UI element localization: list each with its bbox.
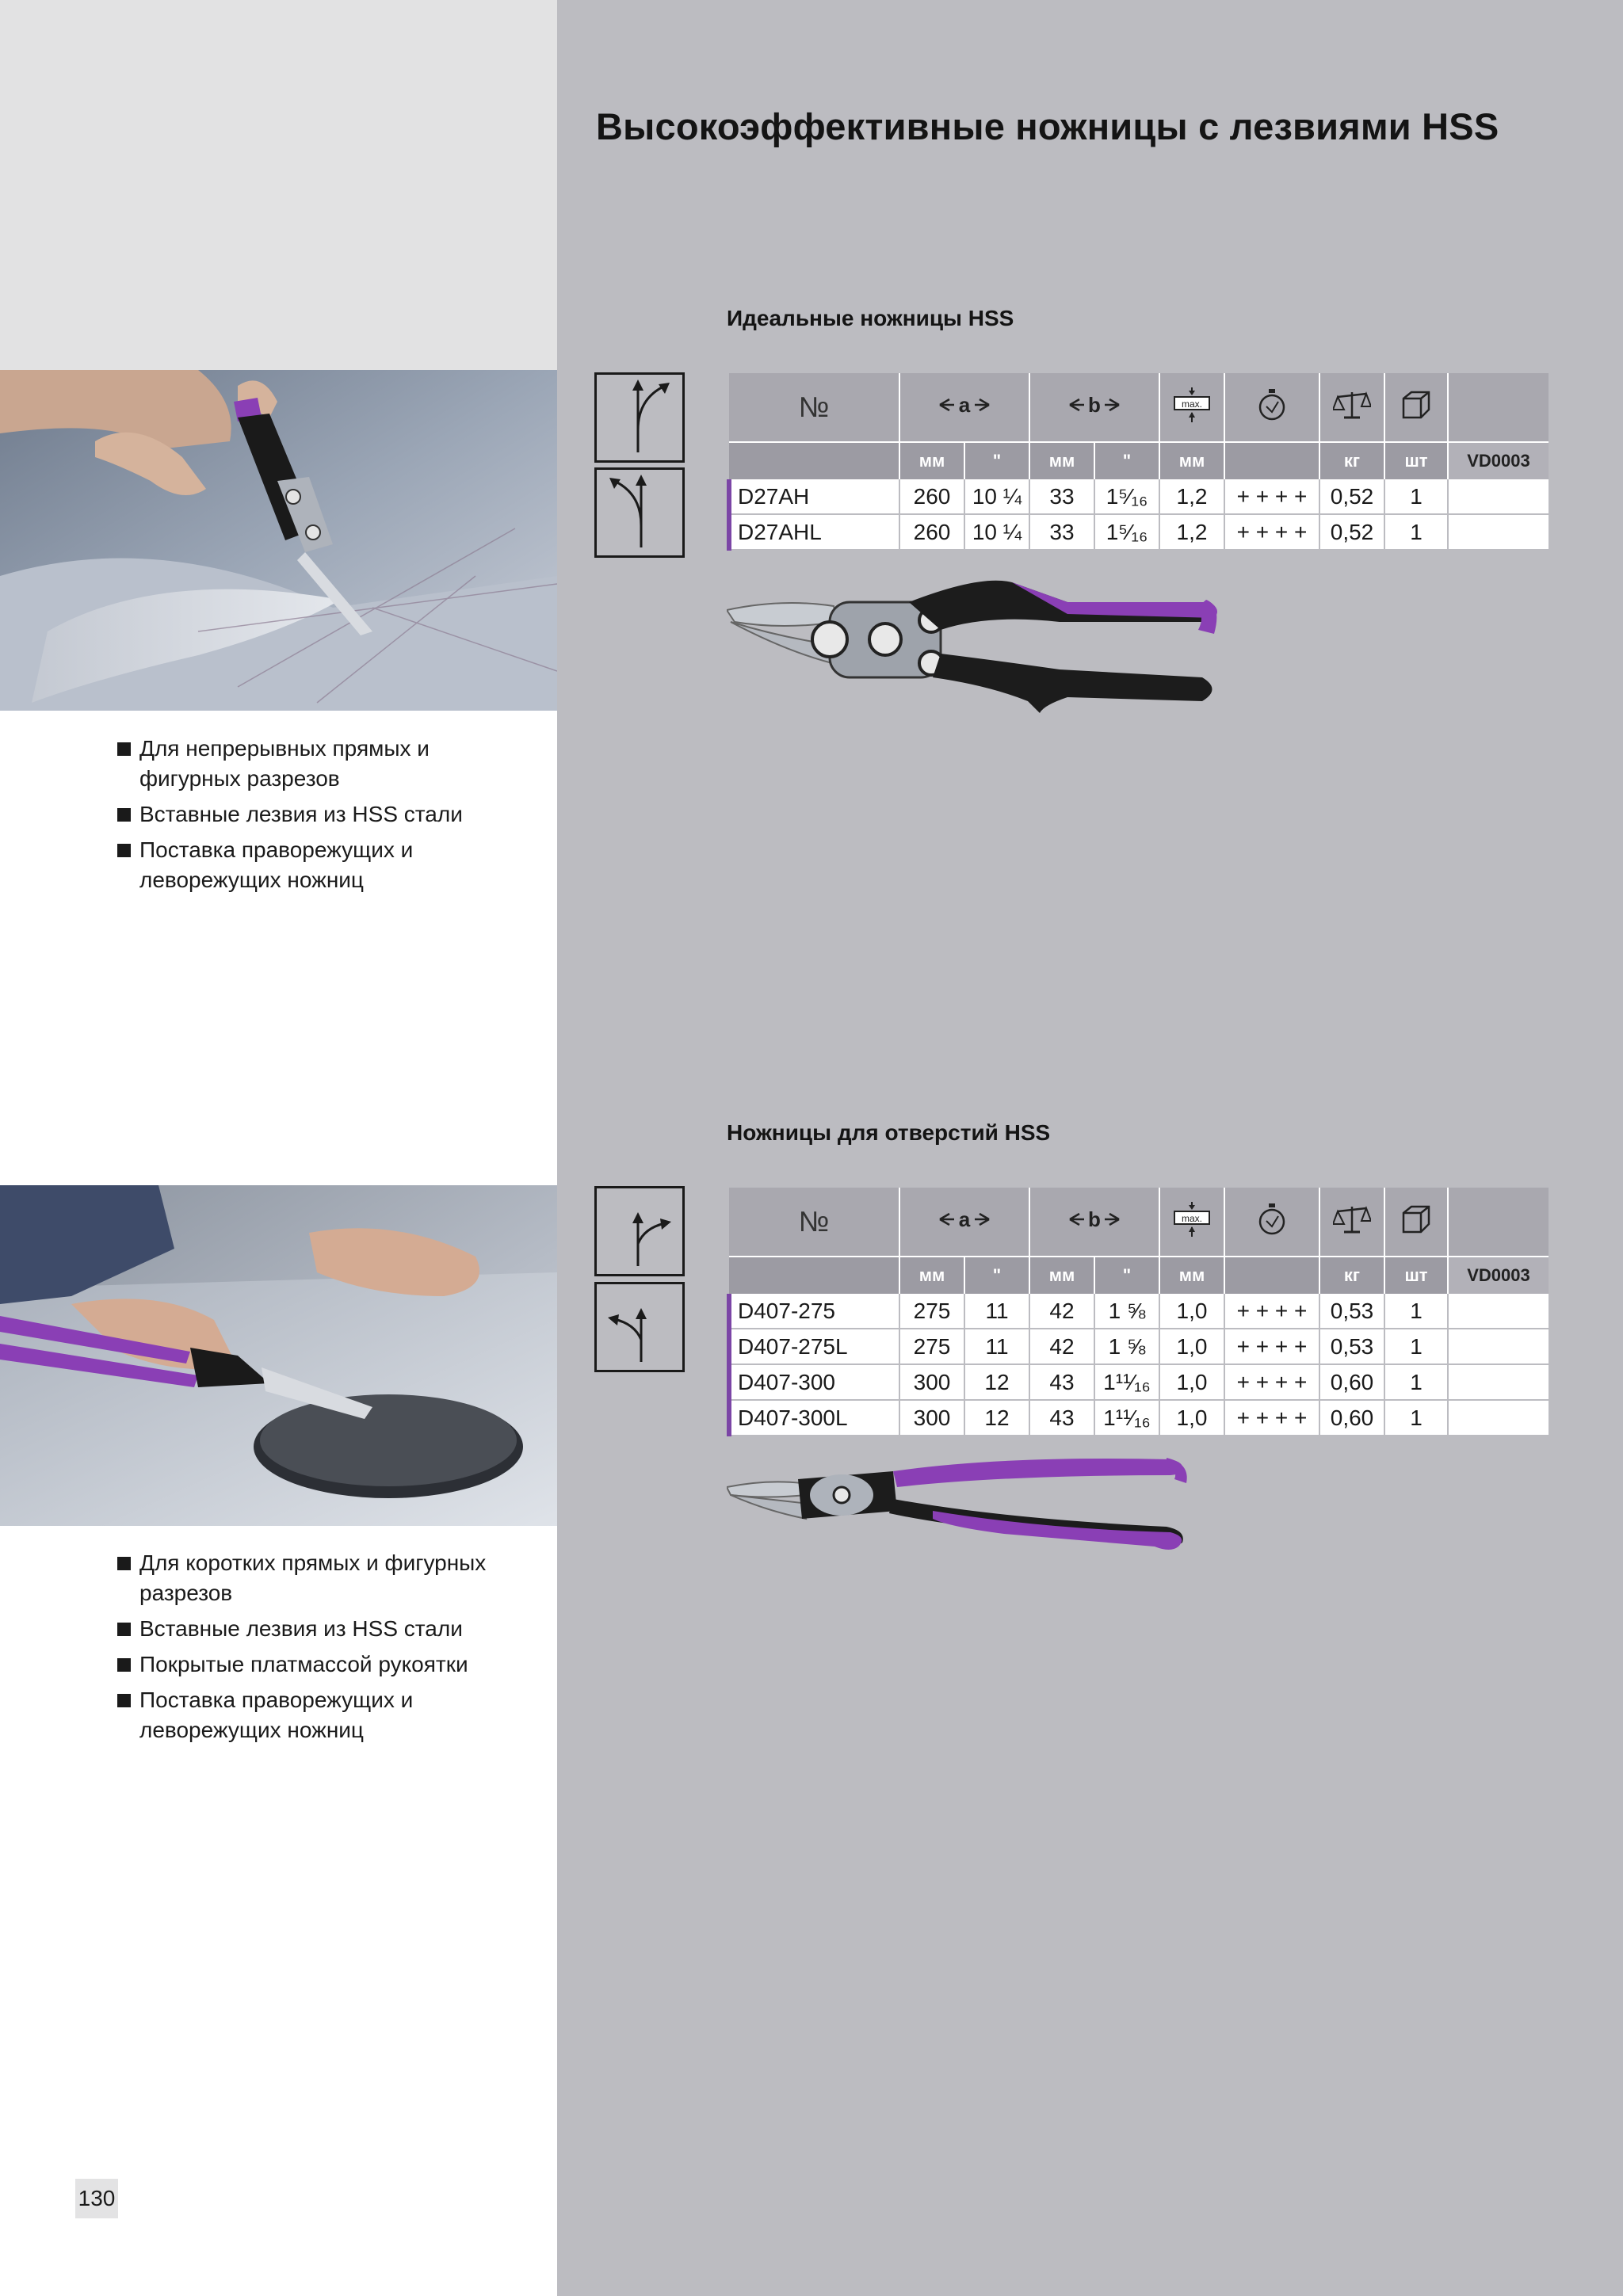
unit-inch: "	[1094, 442, 1159, 479]
cell-b-mm: 33	[1029, 479, 1094, 514]
features-list-hole	[117, 1548, 529, 1751]
svg-text:a: a	[958, 1207, 971, 1231]
cell-a-mm: 300	[899, 1400, 964, 1436]
section-title-hole-shears: Ножницы для отверстий HSS	[727, 1120, 1051, 1145]
table-row	[729, 514, 1549, 550]
cell-qty: 1	[1384, 1294, 1448, 1329]
unit-mm: мм	[1159, 1257, 1224, 1294]
cell-qty: 1	[1384, 514, 1448, 550]
cell-rating: + + + +	[1224, 1329, 1319, 1364]
article-code: D27AHL	[729, 514, 899, 550]
cell-a-mm: 275	[899, 1294, 964, 1329]
cell-vd	[1448, 1294, 1549, 1329]
cell-b-inch: 1 ⅝	[1094, 1329, 1159, 1364]
cell-b-inch: 1 ⅝	[1094, 1294, 1159, 1329]
max-thickness-icon	[1159, 373, 1224, 442]
max-thickness-icon	[1159, 1188, 1224, 1257]
page-number: 130	[75, 2179, 118, 2218]
ideal-shears-product-image	[727, 566, 1226, 721]
cell-weight: 0,53	[1319, 1294, 1384, 1329]
unit-pcs: шт	[1384, 442, 1448, 479]
unit-inch: "	[1094, 1257, 1159, 1294]
cell-max-thickness: 1,2	[1159, 479, 1224, 514]
package-box-icon	[1384, 1188, 1448, 1257]
svg-text:b: b	[1088, 392, 1101, 417]
svg-text:b: b	[1088, 1207, 1101, 1231]
feature-item: Поставка праворежущих и леворежущих ножниц	[117, 835, 529, 895]
cell-b-inch: 1¹¹⁄₁₆	[1094, 1364, 1159, 1400]
cell-max-thickness: 1,0	[1159, 1400, 1224, 1436]
cell-a-inch: 12	[964, 1364, 1029, 1400]
feature-item: Покрытые платмассой рукоятки	[117, 1650, 529, 1680]
cell-rating: + + + +	[1224, 514, 1319, 550]
col-header-length-b	[1029, 1188, 1159, 1257]
unit-mm: мм	[899, 442, 964, 479]
cell-a-inch: 10 ¼	[964, 479, 1029, 514]
unit-kg: кг	[1319, 1257, 1384, 1294]
unit-pcs: шт	[1384, 1257, 1448, 1294]
cell-weight: 0,53	[1319, 1329, 1384, 1364]
cell-qty: 1	[1384, 479, 1448, 514]
short-left-cut-icon	[594, 1282, 685, 1372]
svg-text:max.: max.	[1181, 1212, 1203, 1224]
col-header-length-a	[899, 1188, 1029, 1257]
col-header-number: №	[729, 1188, 899, 1257]
cell-max-thickness: 1,0	[1159, 1294, 1224, 1329]
page-title: Высокоэффективные ножницы с лезвиями HSS	[596, 105, 1499, 147]
col-header-empty	[1448, 1188, 1549, 1257]
weight-scale-icon	[1319, 1188, 1384, 1257]
unit-inch: "	[964, 442, 1029, 479]
cell-max-thickness: 1,0	[1159, 1364, 1224, 1400]
cell-rating: + + + +	[1224, 1364, 1319, 1400]
unit-mm: мм	[1029, 442, 1094, 479]
feature-item: Вставные лезвия из HSS стали	[117, 1614, 529, 1644]
cell-b-mm: 42	[1029, 1294, 1094, 1329]
article-code: D407-275L	[729, 1329, 899, 1364]
table-row	[729, 479, 1549, 514]
cell-rating: + + + +	[1224, 1294, 1319, 1329]
content-panel	[557, 0, 1623, 2296]
cell-rating: + + + +	[1224, 1400, 1319, 1436]
left-header-band	[0, 0, 557, 370]
unit-mm: мм	[899, 1257, 964, 1294]
photo-cutting-sheet-metal	[0, 370, 557, 711]
table-row	[729, 1329, 1549, 1364]
package-box-icon	[1384, 373, 1448, 442]
table-row	[729, 1364, 1549, 1400]
unit-mm: мм	[1029, 1257, 1094, 1294]
col-header-number: №	[729, 373, 899, 442]
cell-a-mm: 275	[899, 1329, 964, 1364]
cell-b-inch: 1⁵⁄₁₆	[1094, 514, 1159, 550]
unit-vd-code: VD0003	[1448, 442, 1549, 479]
cell-b-inch: 1¹¹⁄₁₆	[1094, 1400, 1159, 1436]
straight-right-cut-icon	[594, 372, 685, 463]
spec-table-ideal	[727, 373, 1549, 551]
cell-max-thickness: 1,0	[1159, 1329, 1224, 1364]
cell-a-inch: 11	[964, 1329, 1029, 1364]
cell-a-mm: 260	[899, 479, 964, 514]
performance-icon	[1224, 1188, 1319, 1257]
short-right-cut-icon	[594, 1186, 685, 1276]
unit-kg: кг	[1319, 442, 1384, 479]
straight-left-cut-icon	[594, 467, 685, 558]
col-header-length-a	[899, 373, 1029, 442]
article-code: D407-300L	[729, 1400, 899, 1436]
cell-weight: 0,52	[1319, 479, 1384, 514]
cell-rating: + + + +	[1224, 479, 1319, 514]
feature-item: Поставка праворежущих и леворежущих ножниц	[117, 1685, 529, 1745]
cell-a-mm: 300	[899, 1364, 964, 1400]
spec-table-hole	[727, 1188, 1549, 1436]
article-code: D407-275	[729, 1294, 899, 1329]
cell-vd	[1448, 479, 1549, 514]
cell-a-inch: 12	[964, 1400, 1029, 1436]
col-header-empty	[1448, 373, 1549, 442]
features-list-ideal	[117, 734, 529, 901]
cell-a-inch: 10 ¼	[964, 514, 1029, 550]
weight-scale-icon	[1319, 373, 1384, 442]
hole-shears-product-image	[727, 1451, 1194, 1558]
article-code: D27AH	[729, 479, 899, 514]
table-row	[729, 1400, 1549, 1436]
cell-max-thickness: 1,2	[1159, 514, 1224, 550]
performance-icon	[1224, 373, 1319, 442]
cell-b-mm: 42	[1029, 1329, 1094, 1364]
cell-b-mm: 43	[1029, 1400, 1094, 1436]
cell-weight: 0,60	[1319, 1364, 1384, 1400]
cell-a-mm: 260	[899, 514, 964, 550]
photo-cutting-round-hole	[0, 1185, 557, 1526]
cell-vd	[1448, 1329, 1549, 1364]
feature-item: Для коротких прямых и фигурных разрезов	[117, 1548, 529, 1608]
unit-mm: мм	[1159, 442, 1224, 479]
unit-inch: "	[964, 1257, 1029, 1294]
cell-b-mm: 33	[1029, 514, 1094, 550]
cell-weight: 0,60	[1319, 1400, 1384, 1436]
cell-qty: 1	[1384, 1364, 1448, 1400]
table-row	[729, 1294, 1549, 1329]
cell-qty: 1	[1384, 1400, 1448, 1436]
svg-text:a: a	[958, 392, 971, 417]
cell-b-mm: 43	[1029, 1364, 1094, 1400]
svg-text:max.: max.	[1181, 398, 1203, 410]
cell-vd	[1448, 1400, 1549, 1436]
unit-vd-code: VD0003	[1448, 1257, 1549, 1294]
cell-vd	[1448, 514, 1549, 550]
feature-item: Вставные лезвия из HSS стали	[117, 799, 529, 830]
cell-b-inch: 1⁵⁄₁₆	[1094, 479, 1159, 514]
cell-vd	[1448, 1364, 1549, 1400]
col-header-length-b	[1029, 373, 1159, 442]
section-title-ideal-shears: Идеальные ножницы HSS	[727, 306, 1014, 330]
cell-qty: 1	[1384, 1329, 1448, 1364]
cell-a-inch: 11	[964, 1294, 1029, 1329]
cell-weight: 0,52	[1319, 514, 1384, 550]
feature-item: Для непрерывных прямых и фигурных разрезов	[117, 734, 529, 794]
article-code: D407-300	[729, 1364, 899, 1400]
